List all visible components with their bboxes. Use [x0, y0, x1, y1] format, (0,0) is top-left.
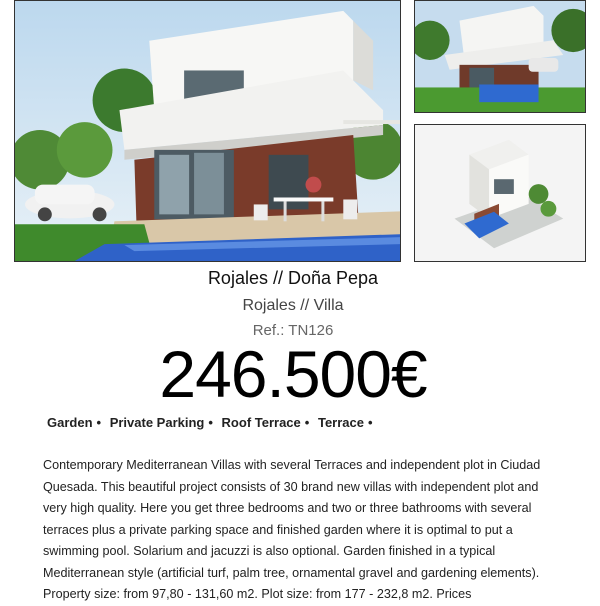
feature-terrace: Terrace [317, 415, 364, 430]
feature-separator: • [96, 415, 102, 430]
thumbnail-photo-aerial[interactable] [414, 124, 586, 262]
property-description: Contemporary Mediterranean Villas with several Terraces and independent plot in Ciudad Quesada. This beautiful project consists of 30 brand new villas with independent plot and very high quality. Here you get three bedrooms and two or three bathrooms with several terraces plus a private parking space and finished garden where it is optimal to put a swimming pool. Solarium and jacuzzi is also optional. Garden finished in a typical Mediterranean style (artificial turf, palm tree, ornamental gravel and gardening elements). Property size: from 97,80 - 131,60 m2. Plot size: from 177 - 232,8 m2. Prices [43, 458, 541, 601]
thumbnail-photo-exterior[interactable] [414, 0, 586, 113]
features-list [47, 415, 378, 430]
villa-aerial-thumbnail [415, 125, 585, 261]
reference-label: Ref.: [252, 322, 285, 339]
property-title: Rojales // Doña Pepa [207, 268, 379, 288]
reference-value: TN126 [288, 322, 334, 339]
feature-roof-terrace: Roof Terrace [221, 415, 301, 430]
main-property-photo[interactable] [14, 0, 401, 262]
property-price: 246.500€ [159, 337, 427, 411]
villa-render-image [15, 1, 400, 261]
feature-separator: • [208, 415, 213, 430]
villa-exterior-thumbnail [415, 1, 585, 112]
feature-separator: • [304, 415, 310, 430]
feature-private-parking: Private Parking [109, 415, 205, 430]
feature-garden: Garden [47, 415, 93, 430]
property-subtitle: Rojales // Villa [242, 297, 344, 314]
feature-separator: • [367, 415, 373, 430]
